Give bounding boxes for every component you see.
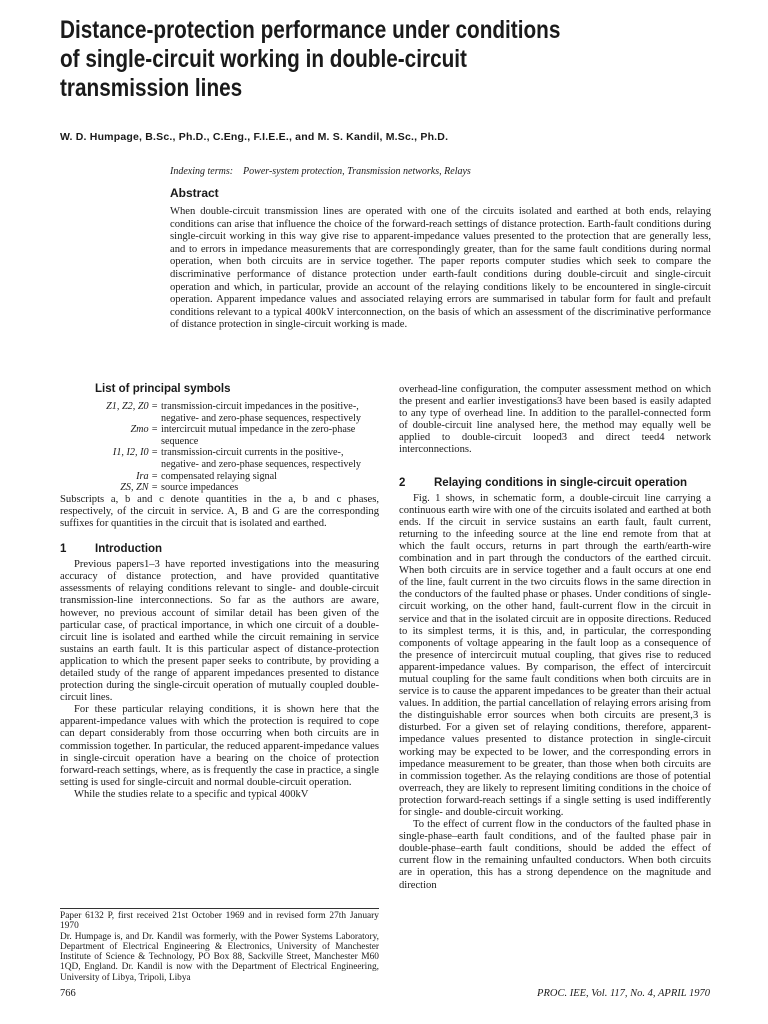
symbols-note: Subscripts a, b and c denote quantities in the a, b and c phases, respectively, of the circuit in service. A, B and G are the corresponding suffixes for quantities in the circuit that is isolated and earthed. — [60, 493, 379, 530]
symbol-entry — [60, 424, 379, 447]
indexing-terms-label: Indexing terms: — [170, 166, 234, 177]
right-column — [399, 384, 711, 892]
paragraph: While the studies relate to a specific and typical 400kV — [74, 788, 309, 800]
indexing-terms-list: Power-system protection, Transmission networks, Relays — [243, 166, 471, 177]
section-number: 2 — [399, 476, 406, 489]
symbol-description: intercircuit mutual impedance in the zero-phase sequence — [161, 424, 356, 447]
symbol-key: ZS, ZN = — [120, 482, 158, 494]
symbols-heading: List of principal symbols — [95, 383, 231, 395]
footnote-text: Paper 6132 P, first received 21st October 1969 and in revised form 27th January 1970 Dr. Humpage is, and Dr. Kandil was formerly, with the Power Systems Laboratory, Department of Electrical Engineering & Electronics, University of Manchester Institute of Science & Technology, PO Box 88, Sackville Street, Manchester M60 1QD, England. Dr. Kandil is now with the Department of Electrical Engineering, University of Libya, Tripoli, Libya — [60, 911, 379, 983]
indexing-terms — [170, 166, 730, 177]
left-column — [60, 383, 379, 801]
author-line: W. D. Humpage, B.Sc., Ph.D., C.Eng., F.I.E.E., and M. S. Kandil, M.Sc., Ph.D. — [60, 131, 449, 143]
paragraph: For these particular relaying conditions, it is shown here that the apparent-impedance values with which the protection is required to cope can depart considerably from those occurring when both circuits are in commission together. In particular, the reduced apparent-impedance values in single-circuit operation have a bearing on the choice of protection forward-reach settings, where, as is frequently the case in practice, a single setting is used for single-circuit and normal double-circuit operation. — [60, 704, 379, 788]
section-title: Introduction — [95, 543, 163, 556]
section-number: 1 — [60, 543, 67, 556]
section-1-heading — [60, 543, 379, 556]
symbol-entry — [60, 447, 379, 470]
paragraph: overhead-line configuration, the computer assessment method on which the present and earlier investigations3 have been based is easily adapted to any type of overhead line. In addition to the parallel-connected form of double-circuit line analysed here, the method may equally well be applied to double-circuit looped3 and direct teed4 network interconnections. — [399, 384, 711, 456]
symbol-description: source impedances — [161, 482, 239, 494]
paragraph: Fig. 1 shows, in schematic form, a double-circuit line carrying a continuous earth wire with one of the circuits isolated and earthed at both ends. If the circuit in service sustains an earth fault, fault current, returning to the infeeding source at the line end remote from that at which the fault occurs, returns in part through the earth/earth-wire combination and in part through the conductors of the earthed circuit. When both circuits are in service together and a fault occurs at one end of the line, fault current in the two circuits flows in the same direction in the conductors of the faulted phase or phases. Under conditions of single-circuit working, on the other hand, fault-current flow in the circuit in service and that in the isolated circuit are in opposite directions. Reduced to its simplest terms, it is this, and, in particular, the corresponding components of voltage appearing in the fault loop as a consequence of the presence of intercircuit mutual coupling, that gives rise to reduced apparent-impedance values. By comparison, the effect of intercircuit mutual coupling for the same fault conditions when both circuits are in service is to cause the apparent impedances to be greater than their actual values. In addition, the partial cancellation of relaying errors arising from the distinguishable error sources when both circuits are present,3 is disturbed. For a given set of relaying conditions, therefore, apparent-impedance values presented to distance protection in single-circuit working may be expected to be lower, and the corresponding errors in impedance measurement to be greater, than those when both circuits are in commission together. As the relaying conditions are those of potential overreach, they are likely to represent limiting conditions in the choice of protection forward-reach settings if a single setting is used indifferently for single- and double-circuit working. — [399, 492, 711, 818]
section-2-heading — [399, 477, 711, 490]
abstract-text: When double-circuit transmission lines are operated with one of the circuits isolated and earthed at both ends, relaying conditions can arise that influence the choice of the forward-reach settings of distance protection. Earth-fault conditions during single-circuit working in this way give rise to apparent-impedance values presented to the protection that are generally less, and to errors in impedance measurements that are correspondingly greater, than for the same fault conditions during normal operation, when both circuits are in service together. The paper reports computer studies which seek to compare the discriminative performance of distance protection under earth-fault conditions during double-circuit and single-circuit operation and which, in particular, provide an account of the relaying conditions likely to be encountered in single-circuit operation. Apparent impedance values and associated relaying errors are summarised in tabular form for fault and prefault conditions relevant to a typical 400kV interconnection, on the basis of which an assessment of the discriminative performance of distance protection in single-circuit working is made. — [170, 206, 711, 331]
symbol-description: transmission-circuit currents in the positive-, negative- and zero-phase sequences, respectively — [161, 447, 361, 471]
symbol-entry — [60, 401, 379, 424]
running-footer: PROC. IEE, Vol. 117, No. 4, APRIL 1970 — [537, 988, 710, 999]
symbol-description: transmission-circuit impedances in the positive-, negative- and zero-phase sequences, respectively — [161, 401, 361, 424]
footnote — [60, 908, 379, 983]
section-title: Relaying conditions in single-circuit operation — [434, 476, 688, 489]
symbol-key: I1, I2, I0 = — [112, 447, 158, 459]
paragraph: To the effect of current flow in the conductors of the faulted phase in single-phase–earth fault conditions, and of the faulted phase pair in double-phase–earth fault conditions, should be added the effect of current flow in the remaining unfaulted conductors. When both circuits are in operation, this has a strong dependence on the magnitude and direction — [399, 819, 711, 891]
abstract-heading: Abstract — [170, 186, 219, 200]
symbol-key: Zmo = — [130, 424, 158, 436]
symbol-entry — [60, 482, 379, 494]
symbol-key: Ira = — [136, 470, 158, 482]
page-number: 766 — [60, 988, 76, 999]
paragraph: Previous papers1–3 have reported investigations into the measuring accuracy of distance protection, and have provided quantitative assessments of relaying conditions relevant to single- and double-circuit transmission-line interconnections. So far as the authors are aware, however, no previous account of similar detail has been given of the particular case, of practical importance, in which one circuit of a double-circuit line is isolated and earthed while the circuit remaining in service sustains an earth fault. It is this particular aspect of distance-protection application to which the present paper seeks to contribute, by providing a detailed study of the range of apparent impedances presented to distance protection during the single-circuit operation of mutually coupled double-circuit lines. — [60, 559, 379, 704]
symbol-description: compensated relaying signal — [161, 470, 277, 482]
symbol-entry — [60, 471, 379, 483]
paper-title: Distance-protection performance under conditions of single-circuit working in double-circuit transmission lines — [60, 16, 561, 102]
symbol-key: Z1, Z2, Z0 = — [106, 401, 158, 413]
